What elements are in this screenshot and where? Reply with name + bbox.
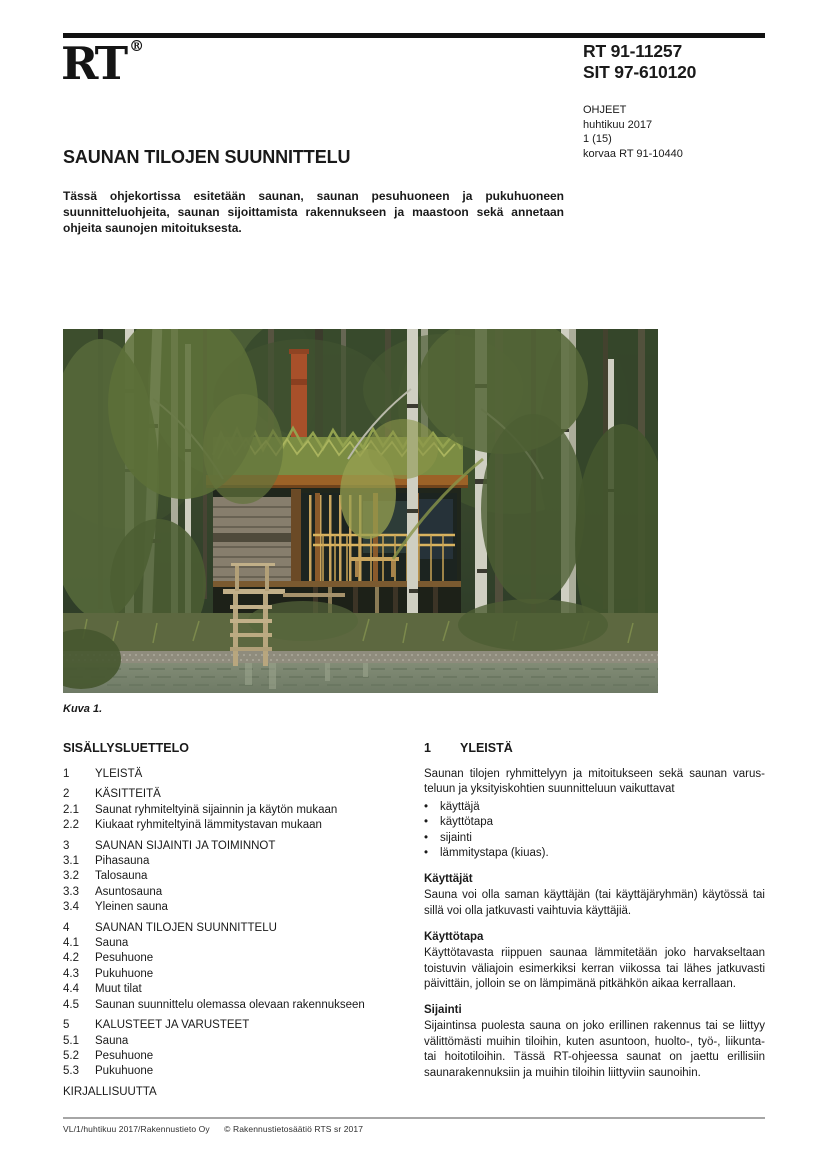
toc-item-label bbox=[157, 1085, 419, 1100]
meta-date: huhtikuu 2017 bbox=[583, 118, 653, 131]
toc-heading-label: SISÄLLYSLUETTELO bbox=[63, 741, 189, 755]
subsection-paragraph: Sijaintinsa puolesta sauna on joko erillinen rakennus tai se liittyy välittömästi muihin tiloihin, kuten asuntoon, huolto-, työ-, liikunta- tai hoitotiloihin. Tässä RT-ohjeessa saunat on jaettu erillisiin saunarakennuksiin ja muihin tiloihin liittyviin saunoihin. bbox=[424, 1020, 765, 1079]
meta-replaces: korvaa RT 91-10440 bbox=[583, 147, 683, 160]
bullet-icon: • bbox=[424, 847, 429, 860]
toc-item-number: 3.3 bbox=[63, 885, 79, 898]
toc-item bbox=[63, 885, 419, 900]
toc-item-number: 4.1 bbox=[63, 937, 79, 950]
document-meta bbox=[583, 103, 683, 161]
toc-item bbox=[63, 839, 419, 854]
toc-item bbox=[63, 1034, 419, 1049]
bullet-icon: • bbox=[424, 831, 429, 844]
toc-item-label: SAUNAN TILOJEN SUUNNITTELU bbox=[95, 921, 277, 934]
toc-item-number: 3.4 bbox=[63, 901, 79, 914]
subsection-paragraph: Sauna voi olla saman käyttäjän (tai käyttäjäryhmän) käytössä tai sillä voi olla jatkuvasti vaihtuvia käyttäjiä. bbox=[424, 889, 765, 917]
toc-item bbox=[63, 869, 419, 884]
toc-item-number: 2.2 bbox=[63, 819, 79, 832]
bullet-item-label: lämmitystapa (kiuas). bbox=[440, 847, 549, 860]
toc-item-label: Yleinen sauna bbox=[95, 901, 168, 914]
toc-item-number: 3 bbox=[63, 839, 70, 852]
toc-item-label: Sauna bbox=[95, 1034, 129, 1047]
rt-logo bbox=[61, 37, 145, 90]
table-of-contents bbox=[63, 741, 419, 1100]
toc-item bbox=[63, 936, 419, 951]
bullet-item bbox=[424, 831, 765, 846]
toc-item bbox=[63, 767, 419, 782]
header-rule bbox=[63, 33, 765, 38]
bullet-item bbox=[424, 815, 765, 830]
toc-item bbox=[63, 818, 419, 833]
toc-item-number: 5 bbox=[63, 1019, 70, 1032]
bullet-item-label: sijainti bbox=[440, 831, 472, 844]
footer bbox=[63, 1124, 375, 1134]
registered-trademark-icon: ® bbox=[129, 37, 145, 55]
toc-item-number: 5.1 bbox=[63, 1034, 79, 1047]
toc-item-number: 5.2 bbox=[63, 1049, 79, 1062]
toc-item-label: Saunat ryhmiteltyinä sijainnin ja käytön mukaan bbox=[95, 803, 338, 816]
toc-item bbox=[63, 900, 419, 915]
toc-item bbox=[63, 1085, 419, 1100]
bullet-item bbox=[424, 800, 765, 815]
subsection-paragraph: Käyttötavasta riippuen saunaa lämmitetään joko harvakseltaan toistuvin väliajoin esimerkiksi kerran viikossa tai lähes jatkuvasti päivittäin, jolloin se on lämpimänä pitkähkön aikaa kerrallaan. bbox=[424, 947, 765, 991]
sauna-photo bbox=[63, 329, 658, 693]
page-title: SAUNAN TILOJEN SUUNNITTELU bbox=[63, 147, 351, 167]
toc-item-label: Asuntosauna bbox=[95, 885, 163, 898]
section-lead-paragraph: Saunan tilojen ryhmittelyyn ja mitoitukseen sekä saunan varusteluun ja yksityiskohtien suunnitteluun vaikuttavat bbox=[424, 768, 765, 796]
toc-item-number: 1 bbox=[63, 768, 70, 780]
toc-item bbox=[63, 982, 419, 997]
toc-item-label: Pukuhuone bbox=[95, 967, 154, 980]
section-title: YLEISTÄ bbox=[460, 741, 513, 755]
toc-item-number: KIRJALLISUUTTA bbox=[63, 1085, 157, 1098]
footer-edition: VL/1/huhtikuu 2017/Rakennustieto Oy bbox=[63, 1124, 210, 1134]
toc-item-label: Kiukaat ryhmiteltyinä lämmitystavan mukaan bbox=[95, 819, 322, 832]
toc-item-label: Saunan suunnittelu olemassa olevaan rakennukseen bbox=[95, 998, 365, 1011]
toc-item-label: Sauna bbox=[95, 937, 129, 950]
figure-caption: Kuva 1. bbox=[63, 703, 103, 715]
toc-list bbox=[63, 767, 419, 1100]
subsections bbox=[424, 873, 765, 1081]
rt-logo-text: RT bbox=[61, 37, 126, 90]
footer-copyright: © Rakennustietosäätiö RTS sr 2017 bbox=[224, 1124, 364, 1134]
toc-item-label: Muut tilat bbox=[95, 983, 142, 996]
toc-item-number: 3.2 bbox=[63, 870, 79, 883]
section-yleista bbox=[424, 741, 765, 1091]
subsection bbox=[424, 931, 765, 992]
subsection bbox=[424, 1004, 765, 1081]
bullet-icon: • bbox=[424, 800, 429, 813]
toc-item-number: 2 bbox=[63, 788, 70, 801]
toc-item bbox=[63, 1018, 419, 1033]
doc-number-sit: SIT 97-610120 bbox=[583, 62, 697, 82]
toc-item-label: YLEISTÄ bbox=[95, 768, 143, 780]
bullet-item bbox=[424, 846, 765, 861]
toc-item bbox=[63, 787, 419, 802]
toc-item-number: 5.3 bbox=[63, 1065, 79, 1078]
toc-item bbox=[63, 967, 419, 982]
toc-item bbox=[63, 921, 419, 936]
toc-item bbox=[63, 998, 419, 1013]
toc-item-label: Pesuhuone bbox=[95, 952, 154, 965]
bullet-list bbox=[424, 800, 765, 862]
toc-item-label: Talosauna bbox=[95, 870, 148, 883]
toc-item bbox=[63, 951, 419, 966]
subsection-heading: Sijainti bbox=[424, 1004, 462, 1017]
bullet-item-label: käyttötapa bbox=[440, 816, 494, 829]
intro-paragraph: Tässä ohjekortissa esitetään saunan, saunan pesuhuoneen ja pukuhuoneen suunnitteluohjeita, saunan sijoittamista rakennukseen ja maastoon sekä annetaan ohjeita saunojen mitoituksesta. bbox=[63, 189, 564, 235]
document-numbers bbox=[583, 41, 696, 83]
meta-type: OHJEET bbox=[583, 104, 627, 116]
toc-item-number: 2.1 bbox=[63, 803, 79, 816]
toc-item-number: 4.3 bbox=[63, 967, 79, 980]
bullet-icon: • bbox=[424, 816, 429, 829]
footer-rule bbox=[63, 1117, 765, 1119]
doc-number-rt: RT 91-11257 bbox=[583, 41, 682, 61]
toc-item-label: Pukuhuone bbox=[95, 1065, 154, 1078]
subsection-heading: Käyttötapa bbox=[424, 931, 484, 944]
toc-item-number: 4.5 bbox=[63, 998, 79, 1011]
toc-item-label: Pihasauna bbox=[95, 855, 150, 868]
toc-item-label: KALUSTEET JA VARUSTEET bbox=[95, 1019, 250, 1032]
sauna-photo-illustration bbox=[63, 329, 658, 693]
toc-item-label: Pesuhuone bbox=[95, 1049, 154, 1062]
toc-item-number: 4 bbox=[63, 921, 70, 934]
toc-item bbox=[63, 1064, 419, 1079]
toc-item-number: 4.4 bbox=[63, 983, 79, 996]
toc-item-number: 4.2 bbox=[63, 952, 79, 965]
toc-item-number: 3.1 bbox=[63, 855, 79, 868]
meta-page-count: 1 (15) bbox=[583, 133, 612, 146]
toc-heading bbox=[63, 741, 419, 755]
section-number: 1 bbox=[424, 741, 431, 755]
toc-item bbox=[63, 1049, 419, 1064]
subsection-heading: Käyttäjät bbox=[424, 873, 473, 886]
toc-item bbox=[63, 803, 419, 818]
bullet-item-label: käyttäjä bbox=[440, 800, 480, 813]
toc-item bbox=[63, 854, 419, 869]
section-heading bbox=[424, 741, 765, 755]
toc-item-label: SAUNAN SIJAINTI JA TOIMINNOT bbox=[95, 839, 276, 852]
subsection bbox=[424, 873, 765, 919]
toc-item-label: KÄSITTEITÄ bbox=[95, 788, 161, 801]
